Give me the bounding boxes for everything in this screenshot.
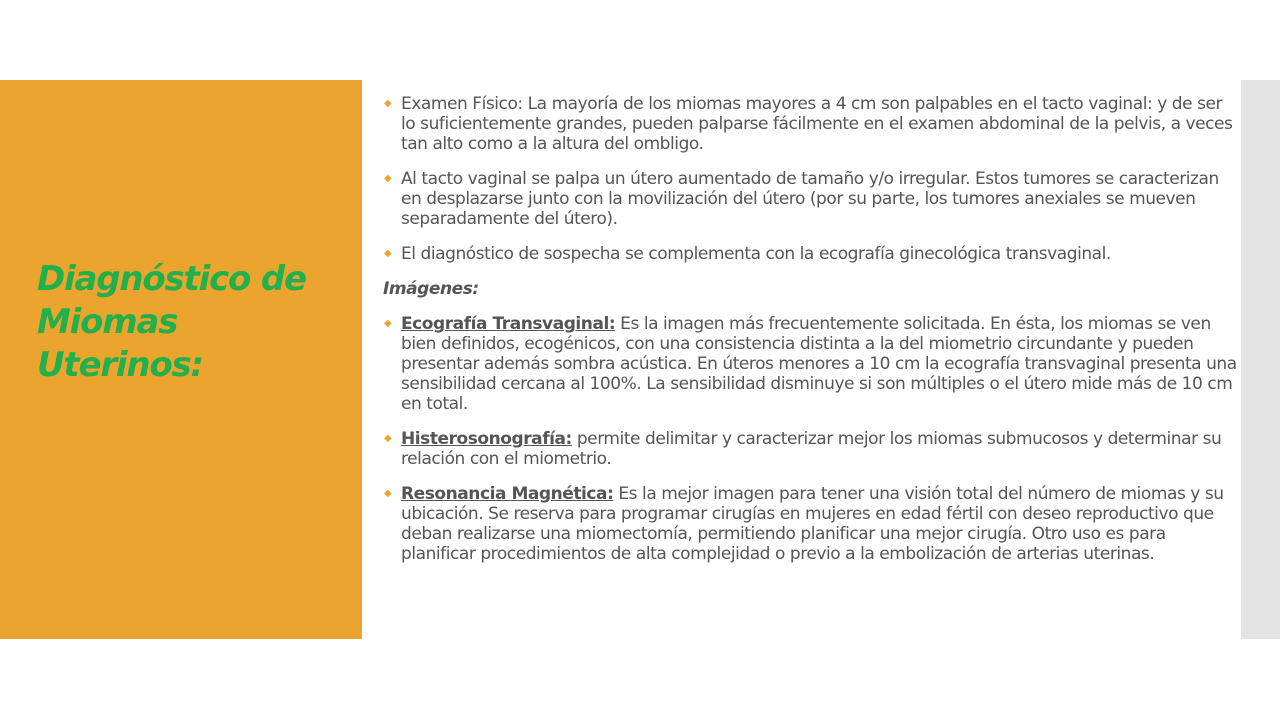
bullet-text: Examen Físico: La mayoría de los miomas mayores a 4 cm son palpables en el tacto vaginal: y de ser lo suficientemente grandes, pueden palparse fácilmente en el examen abdominal de la pelvis, a veces tan alto como a la altura del ombligo.	[401, 94, 1233, 154]
bullet-text: permite delimitar y caracterizar mejor los miomas submucosos y determinar su relación con el miometrio.	[401, 429, 1222, 469]
bullet-resonancia-magnetica	[383, 484, 1241, 564]
bullet-term: Histerosonografía:	[401, 429, 572, 449]
small-diamond-bullet-icon: ◆	[384, 248, 392, 259]
bullet-histerosonografia	[383, 429, 1241, 469]
small-diamond-bullet-icon: ◆	[384, 433, 392, 444]
bullet-text: Es la imagen más frecuentemente solicitada. En ésta, los miomas se ven bien definidos, ecogénicos, con una consistencia distinta a la del miometrio circundante y pueden presentar además sombra acústica. En úteros menores a 10 cm la ecografía transvaginal presenta una sensibilidad cercana al 100%. La sensibilidad disminuye si son múltiples o el útero mide más de 10 cm en total.	[401, 314, 1237, 414]
bullet-term: Resonancia Magnética:	[401, 484, 614, 504]
imaging-heading: Imágenes:	[383, 279, 479, 299]
bullet-text: El diagnóstico de sospecha se complementa con la ecografía ginecológica transvaginal.	[401, 244, 1111, 264]
bullet-text: Es la mejor imagen para tener una visión total del número de miomas y su ubicación. Se reserva para programar cirugías en mujeres en edad fértil con deseo reproductivo que deban realizarse una miomectomía, permitiendo planificar una mejor cirugía. Otro uso es para planificar procedimientos de alta complejidad o previo a la embolización de arterias uterinas.	[401, 484, 1224, 564]
bullet-tacto-vaginal	[383, 169, 1241, 229]
slide-title: Diagnóstico de Miomas Uterinos:	[37, 259, 306, 385]
bullet-examen-fisico	[383, 94, 1241, 154]
right-accent-bar	[1241, 80, 1280, 639]
small-diamond-bullet-icon: ◆	[384, 488, 392, 499]
slide-content	[383, 94, 1241, 579]
bullet-term: Ecografía Transvaginal:	[401, 314, 616, 334]
bullet-ecografia-transvaginal	[383, 314, 1241, 414]
bullet-text: Al tacto vaginal se palpa un útero aumentado de tamaño y/o irregular. Estos tumores se caracterizan en desplazarse junto con la movilización del útero (por su parte, los tumores anexiales se mueven separadamente del útero).	[401, 169, 1219, 229]
small-diamond-bullet-icon: ◆	[384, 173, 392, 184]
small-diamond-bullet-icon: ◆	[384, 318, 392, 329]
bullet-diagnostico-sospecha	[383, 244, 1241, 264]
small-diamond-bullet-icon: ◆	[384, 98, 392, 109]
